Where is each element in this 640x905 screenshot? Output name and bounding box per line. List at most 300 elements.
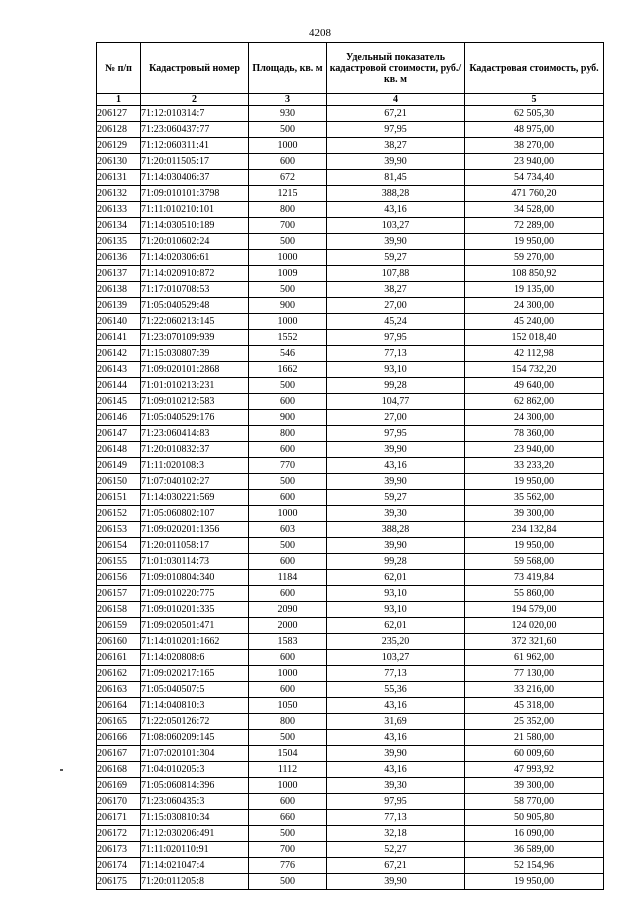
cell-cadastral-number: 71:08:060209:145 xyxy=(141,730,249,746)
cell-item-number: 206170 xyxy=(97,794,141,810)
table-row xyxy=(97,426,604,442)
cell-specific-value: 77,13 xyxy=(327,666,465,682)
cell-item-number: 206166 xyxy=(97,730,141,746)
cell-cadastral-number: 71:23:060437:77 xyxy=(141,122,249,138)
cell-cadastral-value: 471 760,20 xyxy=(465,186,604,202)
column-number-row xyxy=(97,94,604,106)
cell-cadastral-number: 71:07:020101:304 xyxy=(141,746,249,762)
header-area: Площадь, кв. м xyxy=(249,43,327,94)
table-row xyxy=(97,570,604,586)
cell-item-number: 206147 xyxy=(97,426,141,442)
table-row xyxy=(97,106,604,122)
cell-cadastral-number: 71:23:070109:939 xyxy=(141,330,249,346)
cell-cadastral-value: 19 950,00 xyxy=(465,874,604,890)
cell-area: 2090 xyxy=(249,602,327,618)
cell-area: 546 xyxy=(249,346,327,362)
cell-item-number: 206160 xyxy=(97,634,141,650)
cadastral-value-table xyxy=(96,42,604,890)
cell-specific-value: 81,45 xyxy=(327,170,465,186)
table-row xyxy=(97,410,604,426)
cell-specific-value: 39,30 xyxy=(327,506,465,522)
cell-area: 1504 xyxy=(249,746,327,762)
cell-item-number: 206165 xyxy=(97,714,141,730)
cell-cadastral-value: 108 850,92 xyxy=(465,266,604,282)
cell-item-number: 206131 xyxy=(97,170,141,186)
cell-cadastral-number: 71:05:040529:176 xyxy=(141,410,249,426)
cell-specific-value: 39,90 xyxy=(327,538,465,554)
cell-item-number: 206130 xyxy=(97,154,141,170)
cell-cadastral-value: 55 860,00 xyxy=(465,586,604,602)
cell-area: 800 xyxy=(249,714,327,730)
cell-cadastral-number: 71:12:060311:41 xyxy=(141,138,249,154)
cell-specific-value: 59,27 xyxy=(327,250,465,266)
cell-area: 600 xyxy=(249,794,327,810)
cell-specific-value: 27,00 xyxy=(327,298,465,314)
cell-cadastral-number: 71:09:010220:775 xyxy=(141,586,249,602)
cell-specific-value: 39,90 xyxy=(327,746,465,762)
cell-item-number: 206144 xyxy=(97,378,141,394)
scan-mark xyxy=(60,769,63,771)
cell-specific-value: 39,90 xyxy=(327,442,465,458)
cell-item-number: 206142 xyxy=(97,346,141,362)
cell-area: 1215 xyxy=(249,186,327,202)
cell-cadastral-number: 71:14:030221:569 xyxy=(141,490,249,506)
table-row xyxy=(97,362,604,378)
cell-specific-value: 32,18 xyxy=(327,826,465,842)
cell-area: 600 xyxy=(249,394,327,410)
table-row xyxy=(97,490,604,506)
cell-cadastral-value: 372 321,60 xyxy=(465,634,604,650)
table-row xyxy=(97,266,604,282)
table-row xyxy=(97,154,604,170)
cell-item-number: 206173 xyxy=(97,842,141,858)
cell-item-number: 206134 xyxy=(97,218,141,234)
table-row xyxy=(97,250,604,266)
cell-area: 600 xyxy=(249,650,327,666)
cell-area: 2000 xyxy=(249,618,327,634)
cell-cadastral-number: 71:22:050126:72 xyxy=(141,714,249,730)
cell-item-number: 206155 xyxy=(97,554,141,570)
cell-specific-value: 39,90 xyxy=(327,234,465,250)
cell-item-number: 206149 xyxy=(97,458,141,474)
cell-area: 603 xyxy=(249,522,327,538)
table-row xyxy=(97,810,604,826)
cell-cadastral-number: 71:23:060414:83 xyxy=(141,426,249,442)
cell-item-number: 206154 xyxy=(97,538,141,554)
cell-cadastral-number: 71:09:010201:335 xyxy=(141,602,249,618)
cell-cadastral-value: 33 233,20 xyxy=(465,458,604,474)
cell-cadastral-value: 24 300,00 xyxy=(465,410,604,426)
cell-specific-value: 38,27 xyxy=(327,282,465,298)
cell-cadastral-value: 42 112,98 xyxy=(465,346,604,362)
cell-item-number: 206151 xyxy=(97,490,141,506)
cell-cadastral-value: 21 580,00 xyxy=(465,730,604,746)
cell-cadastral-number: 71:11:020110:91 xyxy=(141,842,249,858)
cell-cadastral-number: 71:07:040102:27 xyxy=(141,474,249,490)
cell-area: 500 xyxy=(249,874,327,890)
cell-area: 500 xyxy=(249,826,327,842)
cell-area: 700 xyxy=(249,842,327,858)
cell-cadastral-value: 78 360,00 xyxy=(465,426,604,442)
cell-specific-value: 62,01 xyxy=(327,570,465,586)
cell-specific-value: 97,95 xyxy=(327,426,465,442)
cell-specific-value: 31,69 xyxy=(327,714,465,730)
cell-cadastral-number: 71:09:020217:165 xyxy=(141,666,249,682)
table-body xyxy=(97,106,604,890)
cell-cadastral-value: 234 132,84 xyxy=(465,522,604,538)
table-row xyxy=(97,522,604,538)
cell-specific-value: 45,24 xyxy=(327,314,465,330)
cell-specific-value: 39,30 xyxy=(327,778,465,794)
cell-cadastral-value: 16 090,00 xyxy=(465,826,604,842)
table-row xyxy=(97,682,604,698)
cell-area: 600 xyxy=(249,154,327,170)
table-row xyxy=(97,298,604,314)
cell-specific-value: 52,27 xyxy=(327,842,465,858)
cell-specific-value: 38,27 xyxy=(327,138,465,154)
cell-specific-value: 39,90 xyxy=(327,474,465,490)
cell-specific-value: 67,21 xyxy=(327,106,465,122)
cell-cadastral-value: 48 975,00 xyxy=(465,122,604,138)
cell-specific-value: 97,95 xyxy=(327,330,465,346)
table-row xyxy=(97,170,604,186)
cell-cadastral-value: 19 950,00 xyxy=(465,474,604,490)
cell-item-number: 206143 xyxy=(97,362,141,378)
cell-specific-value: 55,36 xyxy=(327,682,465,698)
cell-specific-value: 43,16 xyxy=(327,202,465,218)
table-row xyxy=(97,698,604,714)
cell-area: 900 xyxy=(249,410,327,426)
cell-item-number: 206136 xyxy=(97,250,141,266)
cell-area: 1662 xyxy=(249,362,327,378)
cell-specific-value: 99,28 xyxy=(327,554,465,570)
cell-specific-value: 103,27 xyxy=(327,650,465,666)
table-row xyxy=(97,282,604,298)
header-row xyxy=(97,43,604,94)
cell-item-number: 206133 xyxy=(97,202,141,218)
cell-specific-value: 99,28 xyxy=(327,378,465,394)
cell-area: 1184 xyxy=(249,570,327,586)
cell-cadastral-number: 71:14:030406:37 xyxy=(141,170,249,186)
cell-cadastral-number: 71:17:010708:53 xyxy=(141,282,249,298)
cell-specific-value: 43,16 xyxy=(327,762,465,778)
cell-cadastral-number: 71:22:060213:145 xyxy=(141,314,249,330)
cell-area: 1000 xyxy=(249,666,327,682)
cell-cadastral-value: 152 018,40 xyxy=(465,330,604,346)
cell-cadastral-number: 71:09:010212:583 xyxy=(141,394,249,410)
cell-item-number: 206168 xyxy=(97,762,141,778)
cell-specific-value: 93,10 xyxy=(327,362,465,378)
cell-cadastral-value: 62 862,00 xyxy=(465,394,604,410)
cell-cadastral-number: 71:12:010314:7 xyxy=(141,106,249,122)
cell-specific-value: 235,20 xyxy=(327,634,465,650)
cell-specific-value: 97,95 xyxy=(327,122,465,138)
cell-cadastral-value: 39 300,00 xyxy=(465,778,604,794)
table-row xyxy=(97,458,604,474)
cell-item-number: 206163 xyxy=(97,682,141,698)
table-row xyxy=(97,138,604,154)
cell-cadastral-number: 71:11:010210:101 xyxy=(141,202,249,218)
table-row xyxy=(97,314,604,330)
table-row xyxy=(97,778,604,794)
cell-item-number: 206129 xyxy=(97,138,141,154)
header-specific-value: Удельный показатель кадастровой стоимости, руб./кв. м xyxy=(327,43,465,94)
cell-item-number: 206137 xyxy=(97,266,141,282)
cell-area: 600 xyxy=(249,586,327,602)
cell-cadastral-value: 33 216,00 xyxy=(465,682,604,698)
cell-cadastral-number: 71:05:040529:48 xyxy=(141,298,249,314)
cell-area: 800 xyxy=(249,202,327,218)
column-number: 3 xyxy=(249,94,327,106)
cell-item-number: 206135 xyxy=(97,234,141,250)
cell-cadastral-number: 71:09:010101:3798 xyxy=(141,186,249,202)
cell-specific-value: 388,28 xyxy=(327,186,465,202)
cell-item-number: 206128 xyxy=(97,122,141,138)
table-row xyxy=(97,186,604,202)
cell-item-number: 206132 xyxy=(97,186,141,202)
cell-cadastral-value: 36 589,00 xyxy=(465,842,604,858)
cell-item-number: 206140 xyxy=(97,314,141,330)
cell-area: 500 xyxy=(249,538,327,554)
cell-area: 1552 xyxy=(249,330,327,346)
cell-cadastral-value: 60 009,60 xyxy=(465,746,604,762)
cell-item-number: 206162 xyxy=(97,666,141,682)
table-row xyxy=(97,474,604,490)
header-cadastral-number: Кадастровый номер xyxy=(141,43,249,94)
cell-cadastral-number: 71:14:030510:189 xyxy=(141,218,249,234)
table-row xyxy=(97,634,604,650)
cell-cadastral-number: 71:05:040507:5 xyxy=(141,682,249,698)
cell-area: 600 xyxy=(249,490,327,506)
cell-cadastral-value: 39 300,00 xyxy=(465,506,604,522)
table-row xyxy=(97,378,604,394)
cell-specific-value: 59,27 xyxy=(327,490,465,506)
cell-cadastral-value: 25 352,00 xyxy=(465,714,604,730)
table-row xyxy=(97,602,604,618)
table-row xyxy=(97,330,604,346)
cell-area: 1583 xyxy=(249,634,327,650)
cell-cadastral-value: 61 962,00 xyxy=(465,650,604,666)
cell-cadastral-number: 71:14:020808:6 xyxy=(141,650,249,666)
cell-cadastral-value: 59 270,00 xyxy=(465,250,604,266)
cell-area: 600 xyxy=(249,682,327,698)
cell-specific-value: 43,16 xyxy=(327,458,465,474)
table-row xyxy=(97,234,604,250)
table-row xyxy=(97,554,604,570)
cell-cadastral-number: 71:14:040810:3 xyxy=(141,698,249,714)
cell-item-number: 206141 xyxy=(97,330,141,346)
cell-cadastral-value: 59 568,00 xyxy=(465,554,604,570)
cell-item-number: 206156 xyxy=(97,570,141,586)
cell-cadastral-number: 71:20:011058:17 xyxy=(141,538,249,554)
cell-item-number: 206148 xyxy=(97,442,141,458)
cell-cadastral-value: 154 732,20 xyxy=(465,362,604,378)
cell-area: 1000 xyxy=(249,778,327,794)
cell-specific-value: 97,95 xyxy=(327,794,465,810)
table-row xyxy=(97,714,604,730)
cell-cadastral-number: 71:04:010205:3 xyxy=(141,762,249,778)
table-row xyxy=(97,666,604,682)
cell-cadastral-number: 71:15:030807:39 xyxy=(141,346,249,362)
table-row xyxy=(97,858,604,874)
cell-cadastral-value: 72 289,00 xyxy=(465,218,604,234)
cell-item-number: 206174 xyxy=(97,858,141,874)
cell-cadastral-number: 71:20:010602:24 xyxy=(141,234,249,250)
cell-item-number: 206158 xyxy=(97,602,141,618)
cell-cadastral-number: 71:14:020306:61 xyxy=(141,250,249,266)
cell-specific-value: 104,77 xyxy=(327,394,465,410)
cell-cadastral-value: 38 270,00 xyxy=(465,138,604,154)
column-number: 4 xyxy=(327,94,465,106)
cell-area: 930 xyxy=(249,106,327,122)
cell-cadastral-value: 45 318,00 xyxy=(465,698,604,714)
cell-area: 1009 xyxy=(249,266,327,282)
cell-specific-value: 43,16 xyxy=(327,730,465,746)
cell-area: 776 xyxy=(249,858,327,874)
table-row xyxy=(97,762,604,778)
cell-specific-value: 27,00 xyxy=(327,410,465,426)
cell-item-number: 206152 xyxy=(97,506,141,522)
cell-specific-value: 93,10 xyxy=(327,586,465,602)
cell-cadastral-value: 34 528,00 xyxy=(465,202,604,218)
cell-area: 900 xyxy=(249,298,327,314)
cell-item-number: 206127 xyxy=(97,106,141,122)
cell-area: 500 xyxy=(249,282,327,298)
cell-area: 500 xyxy=(249,730,327,746)
cell-cadastral-number: 71:14:010201:1662 xyxy=(141,634,249,650)
cell-area: 1000 xyxy=(249,506,327,522)
cell-area: 1000 xyxy=(249,138,327,154)
cell-area: 1050 xyxy=(249,698,327,714)
cell-specific-value: 62,01 xyxy=(327,618,465,634)
cell-cadastral-number: 71:20:011505:17 xyxy=(141,154,249,170)
cell-cadastral-number: 71:15:030810:34 xyxy=(141,810,249,826)
cell-item-number: 206169 xyxy=(97,778,141,794)
cell-cadastral-number: 71:09:010804:340 xyxy=(141,570,249,586)
cell-specific-value: 39,90 xyxy=(327,874,465,890)
cell-area: 1112 xyxy=(249,762,327,778)
cell-item-number: 206164 xyxy=(97,698,141,714)
cell-item-number: 206171 xyxy=(97,810,141,826)
page-number: 4208 xyxy=(309,27,331,39)
cell-cadastral-value: 58 770,00 xyxy=(465,794,604,810)
header-cadastral-value: Кадастровая стоимость, руб. xyxy=(465,43,604,94)
cell-cadastral-number: 71:23:060435:3 xyxy=(141,794,249,810)
cell-area: 600 xyxy=(249,554,327,570)
cell-cadastral-number: 71:09:020201:1356 xyxy=(141,522,249,538)
table-row xyxy=(97,218,604,234)
cell-cadastral-value: 73 419,84 xyxy=(465,570,604,586)
cell-cadastral-number: 71:14:021047:4 xyxy=(141,858,249,874)
cell-cadastral-value: 52 154,96 xyxy=(465,858,604,874)
cell-cadastral-value: 194 579,00 xyxy=(465,602,604,618)
cell-cadastral-number: 71:14:020910:872 xyxy=(141,266,249,282)
cell-item-number: 206157 xyxy=(97,586,141,602)
cell-item-number: 206172 xyxy=(97,826,141,842)
table-row xyxy=(97,826,604,842)
cell-cadastral-value: 47 993,92 xyxy=(465,762,604,778)
cell-item-number: 206138 xyxy=(97,282,141,298)
column-number: 1 xyxy=(97,94,141,106)
table-row xyxy=(97,650,604,666)
cell-item-number: 206146 xyxy=(97,410,141,426)
cell-specific-value: 93,10 xyxy=(327,602,465,618)
cell-area: 800 xyxy=(249,426,327,442)
cell-specific-value: 77,13 xyxy=(327,346,465,362)
cell-cadastral-number: 71:09:020501:471 xyxy=(141,618,249,634)
cell-area: 660 xyxy=(249,810,327,826)
cell-item-number: 206175 xyxy=(97,874,141,890)
table-row xyxy=(97,842,604,858)
cell-item-number: 206145 xyxy=(97,394,141,410)
column-number: 5 xyxy=(465,94,604,106)
cell-area: 1000 xyxy=(249,250,327,266)
cell-area: 600 xyxy=(249,442,327,458)
cell-specific-value: 39,90 xyxy=(327,154,465,170)
table-row xyxy=(97,346,604,362)
cell-specific-value: 388,28 xyxy=(327,522,465,538)
cell-area: 770 xyxy=(249,458,327,474)
cell-area: 500 xyxy=(249,378,327,394)
cell-specific-value: 107,88 xyxy=(327,266,465,282)
cell-cadastral-value: 23 940,00 xyxy=(465,154,604,170)
table-row xyxy=(97,746,604,762)
cell-specific-value: 103,27 xyxy=(327,218,465,234)
table-row xyxy=(97,730,604,746)
cell-cadastral-number: 71:09:020101:2868 xyxy=(141,362,249,378)
cell-cadastral-value: 124 020,00 xyxy=(465,618,604,634)
cell-area: 1000 xyxy=(249,314,327,330)
cell-cadastral-value: 50 905,80 xyxy=(465,810,604,826)
cell-cadastral-value: 23 940,00 xyxy=(465,442,604,458)
table-row xyxy=(97,794,604,810)
cell-cadastral-number: 71:11:020108:3 xyxy=(141,458,249,474)
cell-area: 500 xyxy=(249,474,327,490)
table-row xyxy=(97,202,604,218)
table-row xyxy=(97,394,604,410)
cell-area: 500 xyxy=(249,234,327,250)
cell-item-number: 206159 xyxy=(97,618,141,634)
cell-item-number: 206167 xyxy=(97,746,141,762)
cell-specific-value: 43,16 xyxy=(327,698,465,714)
table-row xyxy=(97,538,604,554)
cell-cadastral-value: 19 950,00 xyxy=(465,538,604,554)
cell-cadastral-value: 62 505,30 xyxy=(465,106,604,122)
cell-cadastral-number: 71:01:030114:73 xyxy=(141,554,249,570)
cell-specific-value: 77,13 xyxy=(327,810,465,826)
table-row xyxy=(97,874,604,890)
cell-specific-value: 67,21 xyxy=(327,858,465,874)
cell-item-number: 206161 xyxy=(97,650,141,666)
cell-cadastral-value: 35 562,00 xyxy=(465,490,604,506)
table-row xyxy=(97,506,604,522)
cell-cadastral-value: 77 130,00 xyxy=(465,666,604,682)
cell-cadastral-value: 45 240,00 xyxy=(465,314,604,330)
cell-item-number: 206139 xyxy=(97,298,141,314)
cell-area: 672 xyxy=(249,170,327,186)
cell-cadastral-number: 71:01:010213:231 xyxy=(141,378,249,394)
cell-cadastral-value: 19 950,00 xyxy=(465,234,604,250)
cell-cadastral-number: 71:20:010832:37 xyxy=(141,442,249,458)
cell-cadastral-value: 49 640,00 xyxy=(465,378,604,394)
table-row xyxy=(97,586,604,602)
cell-cadastral-number: 71:12:030206:491 xyxy=(141,826,249,842)
header-item-number: № п/п xyxy=(97,43,141,94)
cell-item-number: 206153 xyxy=(97,522,141,538)
table-row xyxy=(97,618,604,634)
table-row xyxy=(97,122,604,138)
cell-item-number: 206150 xyxy=(97,474,141,490)
